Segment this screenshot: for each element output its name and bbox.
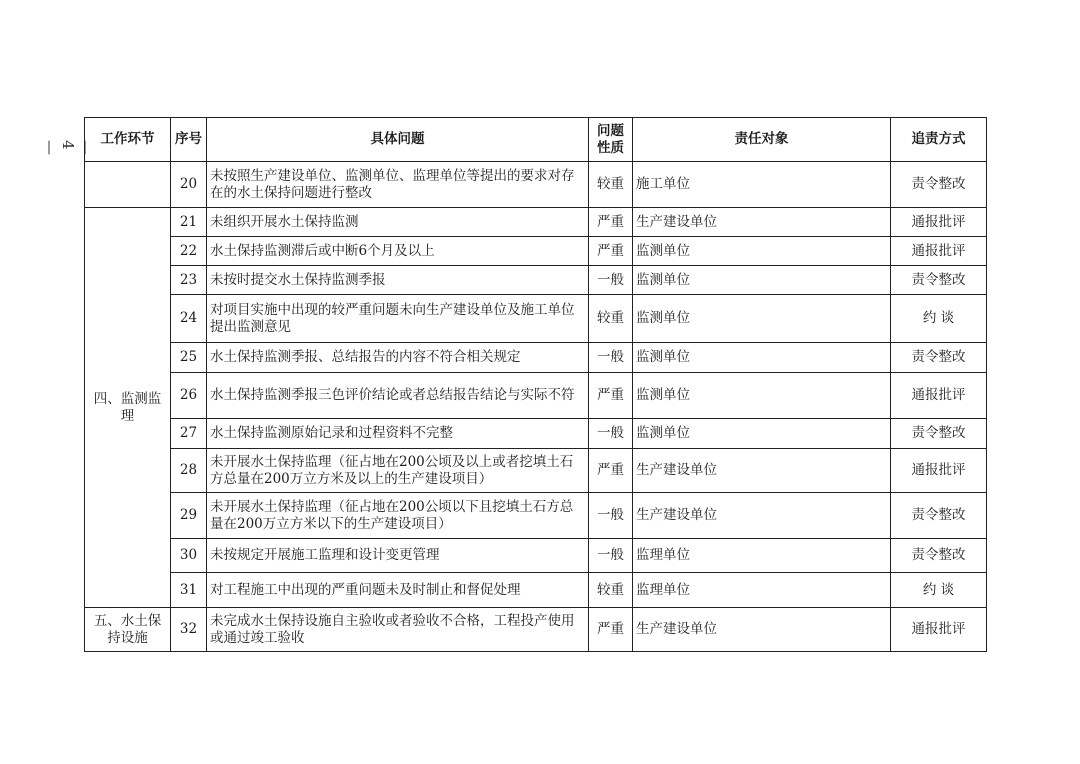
row-action: 约 谈 xyxy=(891,295,987,343)
row-responsible: 监理单位 xyxy=(633,573,891,608)
header-severity: 问题性质 xyxy=(589,118,633,162)
table-row xyxy=(85,493,987,539)
header-row xyxy=(85,118,987,162)
row-num: 26 xyxy=(171,373,207,419)
row-responsible: 监测单位 xyxy=(633,295,891,343)
section-monitoring: 四、监测监理 xyxy=(85,208,171,608)
table-row xyxy=(85,295,987,343)
header-problem: 具体问题 xyxy=(207,118,589,162)
row-problem: 未按照生产建设单位、监测单位、监理单位等提出的要求对存在的水土保持问题进行整改 xyxy=(207,162,589,208)
row-action: 责令整改 xyxy=(891,539,987,573)
row-severity: 一般 xyxy=(589,266,633,295)
row-num: 28 xyxy=(171,449,207,493)
row-severity: 严重 xyxy=(589,373,633,419)
row-num: 31 xyxy=(171,573,207,608)
row-num: 21 xyxy=(171,208,207,237)
row-responsible: 监测单位 xyxy=(633,419,891,449)
row-problem: 对项目实施中出现的较严重问题未向生产建设单位及施工单位提出监测意见 xyxy=(207,295,589,343)
header-responsible: 责任对象 xyxy=(633,118,891,162)
row-num: 32 xyxy=(171,608,207,652)
row-responsible: 生产建设单位 xyxy=(633,208,891,237)
row-severity: 较重 xyxy=(589,573,633,608)
row-num: 22 xyxy=(171,237,207,266)
row-action: 责令整改 xyxy=(891,162,987,208)
row-responsible: 监测单位 xyxy=(633,373,891,419)
section-facilities: 五、水土保持设施 xyxy=(85,608,171,652)
row-severity: 一般 xyxy=(589,343,633,373)
table-row xyxy=(85,449,987,493)
row-action: 责令整改 xyxy=(891,493,987,539)
row-responsible: 施工单位 xyxy=(633,162,891,208)
row-action: 责令整改 xyxy=(891,266,987,295)
row-problem: 未按规定开展施工监理和设计变更管理 xyxy=(207,539,589,573)
row-severity: 一般 xyxy=(589,419,633,449)
row-severity: 严重 xyxy=(589,449,633,493)
row-problem: 水土保持监测季报三色评价结论或者总结报告结论与实际不符 xyxy=(207,373,589,419)
row-problem: 水土保持监测原始记录和过程资料不完整 xyxy=(207,419,589,449)
row-action: 通报批评 xyxy=(891,208,987,237)
row-severity: 一般 xyxy=(589,539,633,573)
row-problem: 水土保持监测季报、总结报告的内容不符合相关规定 xyxy=(207,343,589,373)
row-responsible: 监测单位 xyxy=(633,266,891,295)
row-problem: 对工程施工中出现的严重问题未及时制止和督促处理 xyxy=(207,573,589,608)
row-responsible: 生产建设单位 xyxy=(633,449,891,493)
table-row xyxy=(85,266,987,295)
header-action: 追责方式 xyxy=(891,118,987,162)
row-problem: 未组织开展水土保持监测 xyxy=(207,208,589,237)
stage-cell-empty xyxy=(85,162,171,208)
row-responsible: 生产建设单位 xyxy=(633,493,891,539)
table-row xyxy=(85,237,987,266)
table-row xyxy=(85,373,987,419)
row-num: 20 xyxy=(171,162,207,208)
table-row xyxy=(85,208,987,237)
row-num: 25 xyxy=(171,343,207,373)
header-num: 序号 xyxy=(171,118,207,162)
row-problem: 水土保持监测滞后或中断6个月及以上 xyxy=(207,237,589,266)
row-num: 30 xyxy=(171,539,207,573)
row-responsible: 监理单位 xyxy=(633,539,891,573)
row-severity: 一般 xyxy=(589,493,633,539)
row-severity: 严重 xyxy=(589,237,633,266)
table-row xyxy=(85,608,987,652)
row-num: 29 xyxy=(171,493,207,539)
table-row xyxy=(85,419,987,449)
row-severity: 严重 xyxy=(589,208,633,237)
row-responsible: 生产建设单位 xyxy=(633,608,891,652)
row-num: 27 xyxy=(171,419,207,449)
row-severity: 较重 xyxy=(589,295,633,343)
row-num: 23 xyxy=(171,266,207,295)
row-problem: 未开展水土保持监理（征占地在200公顷及以上或者挖填土石方总量在200万立方米及以上的生产建设项目） xyxy=(207,449,589,493)
header-stage: 工作环节 xyxy=(85,118,171,162)
row-severity: 较重 xyxy=(589,162,633,208)
row-action: 通报批评 xyxy=(891,608,987,652)
row-action: 责令整改 xyxy=(891,419,987,449)
row-responsible: 监测单位 xyxy=(633,237,891,266)
table-row xyxy=(85,539,987,573)
row-action: 通报批评 xyxy=(891,373,987,419)
row-action: 通报批评 xyxy=(891,237,987,266)
row-action: 约 谈 xyxy=(891,573,987,608)
row-num: 24 xyxy=(171,295,207,343)
table-row xyxy=(85,162,987,208)
page-number: — 4 — xyxy=(41,140,95,159)
row-problem: 未按时提交水土保持监测季报 xyxy=(207,266,589,295)
row-action: 通报批评 xyxy=(891,449,987,493)
row-action: 责令整改 xyxy=(891,343,987,373)
accountability-table xyxy=(84,117,987,652)
row-severity: 严重 xyxy=(589,608,633,652)
table-row xyxy=(85,573,987,608)
row-problem: 未完成水土保持设施自主验收或者验收不合格，工程投产使用或通过竣工验收 xyxy=(207,608,589,652)
row-problem: 未开展水土保持监理（征占地在200公顷以下且挖填土石方总量在200万立方米以下的生产建设项目） xyxy=(207,493,589,539)
row-responsible: 监测单位 xyxy=(633,343,891,373)
table-row xyxy=(85,343,987,373)
